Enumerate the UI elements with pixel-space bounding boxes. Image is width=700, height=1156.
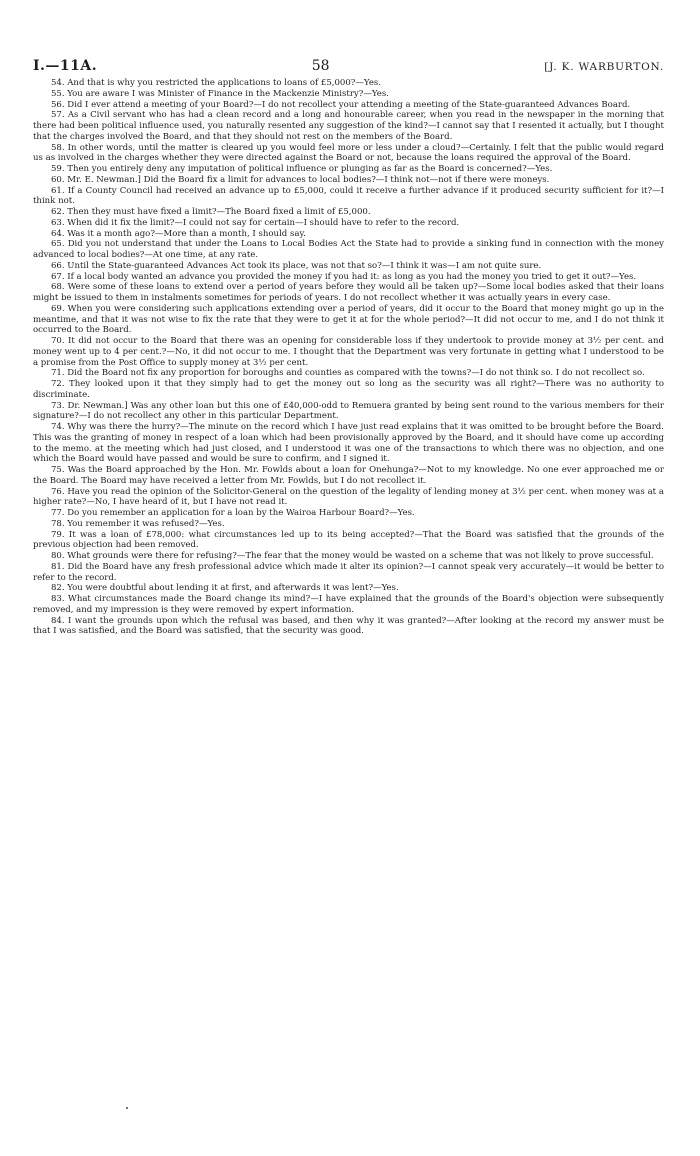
question-82: 82. You were doubtful about lending it at first, and afterwards it was lent?—Yes.: [50, 583, 399, 594]
question-79: 79. It was a loan of £78,000: what circumstances led up to its being accepted?—That the Board was satisfied that the grounds of the previous objection had been removed.: [33, 529, 664, 551]
question-62: 62. Then they must have fixed a limit?—The Board fixed a limit of £5,000.: [50, 207, 371, 217]
page-number: 58: [311, 58, 330, 74]
question-66: 66. Until the State-guaranteed Advances Act took its place, was not that so?—I think it was—I am not quite sure.: [50, 260, 542, 271]
question-69: 69. When you were considering such applications extending over a period of years, did it occur to the Board that money might go up in the meantime, and that it was not wise to fix the rate that they were to get it at for the whole period?—It did not occur to me, and I do not think it occurred to the Board.: [33, 303, 664, 336]
question-60: 60. Mr. E. Newman.] Did the Board fix a limit for advances to local bodies?—I think not—not if there were moneys.: [50, 174, 550, 185]
document-reference: I.—11A.: [33, 58, 98, 74]
question-80: 80. What grounds were there for refusing?—The fear that the money would be wasted on a scheme that was not likely to prove successful.: [50, 551, 654, 561]
question-81: 81. Did the Board have any fresh professional advice which made it alter its opinion?—I cannot speak very accurately—it would be better to refer to the record.: [33, 561, 664, 583]
question-55: 55. You are aware I was Minister of Finance in the Mackenzie Ministry?—Yes.: [50, 88, 389, 99]
question-72: 72. They looked upon it that they simply had to get the money out so long as the security was all right?—There was no authority to discriminate.: [33, 379, 664, 400]
question-83: 83. What circumstances made the Board change its mind?—I have explained that the grounds of the Board's objection were subsequently removed, and my impression is they were removed by expert information.: [33, 594, 664, 615]
question-70: 70. It did not occur to the Board that there was an opening for considerable loss if they undertook to provide money at 3½ per cent. and money went up to 4 per cent.?—No, it did not occur to me. I thought that the Department was very fortunate in getting what I understood to be a promise from the Post Office to supply money at 3½ per cent.: [33, 336, 664, 368]
witness-name: [J. K. WARBURTON.: [544, 61, 664, 73]
question-77: 77. Do you remember an application for a loan by the Wairoa Harbour Board?—Yes.: [50, 508, 415, 518]
question-65: 65. Did you not understand that under the Loans to Local Bodies Act the State had to provide a sinking fund in connection with the money advanced to local bodies?—At one time, at any rate.: [33, 239, 664, 260]
page-header: [33, 58, 664, 74]
question-63: 63. When did it fix the limit?—I could not say for certain—I should have to refer to the record.: [50, 217, 460, 228]
question-56: 56. Did I ever attend a meeting of your Board?—I do not recollect your attending a meeting of the State-guaranteed Advances Board.: [50, 99, 631, 110]
question-68: 68. Were some of these loans to extend over a period of years before they would all be taken up?—Some local bodies asked that their loans might be issued to them in instalments sometimes for periods of years. I do not recollect whether it was actually years in every case.: [33, 282, 664, 303]
question-54: 54. And that is why you restricted the applications to loans of £5,000?—Yes.: [50, 78, 381, 88]
question-76: 76. Have you read the opinion of the Solicitor-General on the question of the legality of lending money at 3½ per cent. when money was at a higher rate?—No, I have heard of it, but I have not read it.: [33, 486, 664, 508]
question-73: 73. Dr. Newman.] Was any other loan but this one of £40,000-odd to Remuera granted by being sent round to the various members for their signature?—I do not recollect any other in this particular Department.: [33, 400, 664, 422]
question-59: 59. Then you entirely deny any imputation of political influence or plunging as far as the Board is concerned?—Yes.: [50, 164, 553, 174]
question-57: 57. As a Civil servant who has had a clean record and a long and honourable career, when you read in the newspaper in the morning that there had been political influence used, you naturally resented any suggestion of the kind?—I cannot say that I resented it actually, but I thought that the charges involved the Board, and that they should not rest on the members of the Board.: [33, 110, 664, 142]
question-71: 71. Did the Board not fix any proportion for boroughs and counties as compared with the towns?—I do not think so. I do not recollect so.: [50, 368, 645, 379]
question-84: 84. I want the grounds upon which the refusal was based, and then why it was granted?—After looking at the record my answer must be that I was satisfied, and the Board was satisfied, that the security was good.: [33, 615, 664, 637]
question-78: 78. You remember it was refused?—Yes.: [50, 518, 225, 529]
question-64: 64. Was it a month ago?—More than a month, I should say.: [50, 228, 306, 239]
question-61: 61. If a County Council had received an advance up to £5,000, could it receive a further advance if it produced security sufficient for it?—I think not.: [33, 185, 664, 207]
print-speck: [126, 1107, 128, 1109]
question-58: 58. In other words, until the matter is cleared up you would feel more or less under a cloud?—Certainly. I felt that the public would regard us as involved in the charges whether they were directed against the Board or not, because the loans required the approval of the Board.: [33, 142, 664, 164]
question-74: 74. Why was there the hurry?—The minute on the record which I have just read explains that it was omitted to be brought before the Board. This was the granting of money in respect of a loan which had been provisionally approved by the Board, and it should have come up according to the memo. at the meeting which had just closed, and I understood it was one of the transactions to which there was no objection, and one which the Board would have passed and would be sure to confirm, and I signed it.: [33, 422, 664, 465]
question-75: 75. Was the Board approached by the Hon. Mr. Fowlds about a loan for Onehunga?—Not to my knowledge. No one ever approached me or the Board. The Board may have received a letter from Mr. Fowlds, but I do not recollect it.: [33, 465, 664, 486]
question-67: 67. If a local body wanted an advance you provided the money if you had it: as long as you had the money you tried to get it out?—Yes.: [50, 271, 637, 282]
transcript-body: [33, 78, 664, 637]
